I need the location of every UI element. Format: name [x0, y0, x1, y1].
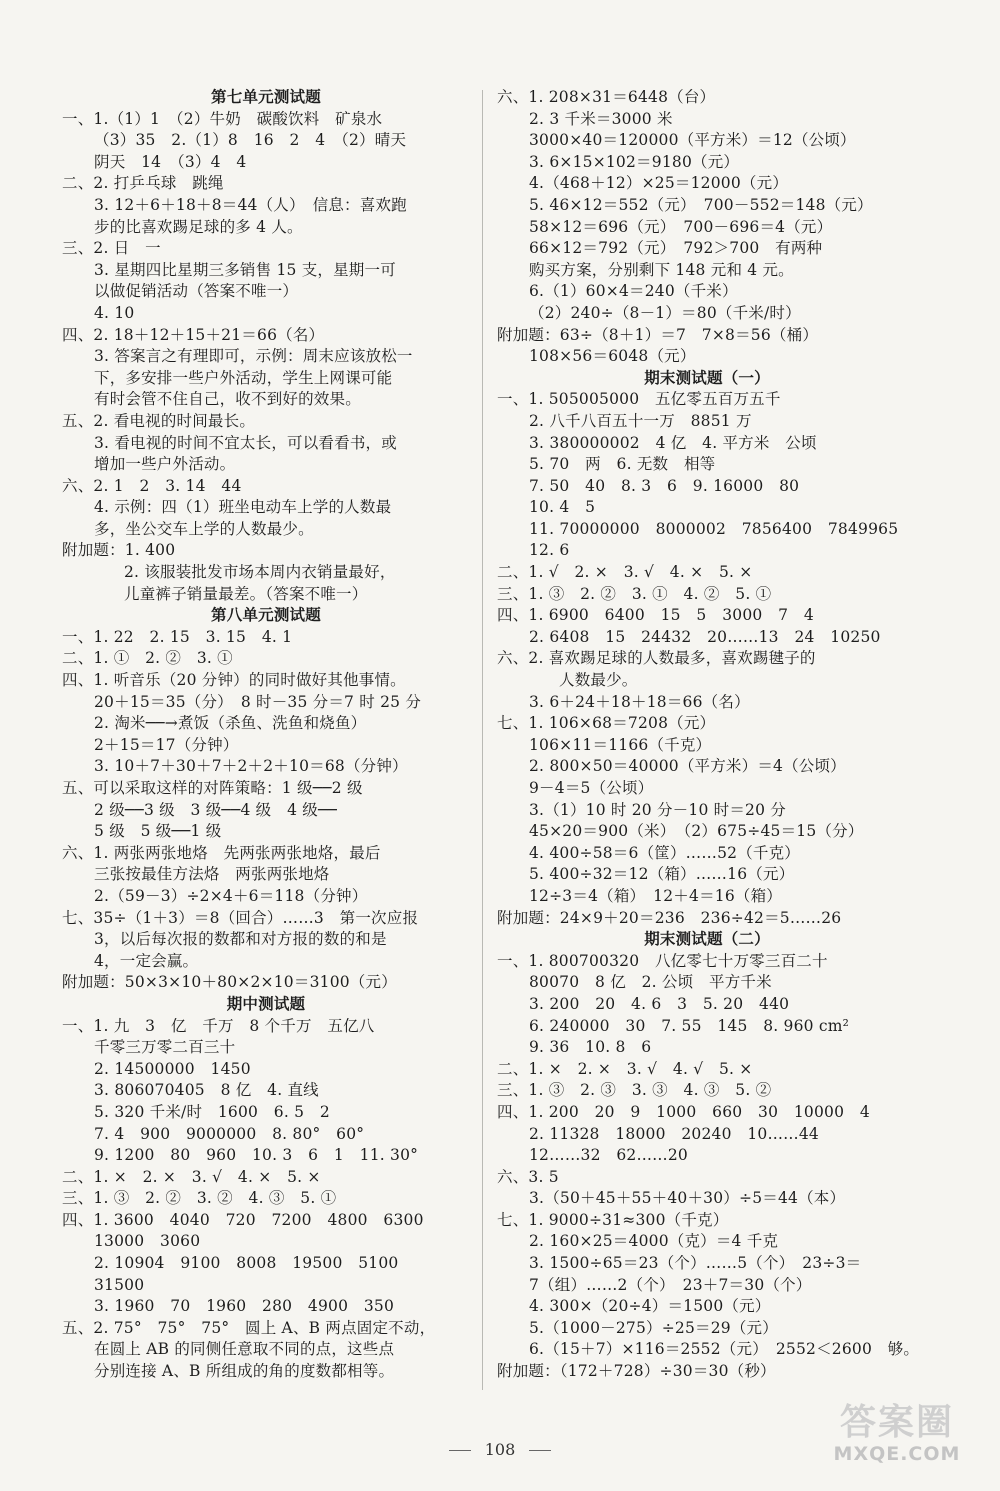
answer-line: 六、2. 喜欢踢足球的人数最多，喜欢踢毽子的: [497, 649, 816, 668]
answer-line: 3. 200 20 4. 6 3 5. 20 440: [529, 994, 790, 1013]
answer-line: 5 级 5 级──1 级: [94, 822, 222, 841]
answer-line: 80070 8 亿 2. 公顷 平方千米: [529, 973, 772, 992]
answer-line: 附加题：24×9＋20＝236 236÷42＝5……26: [497, 908, 842, 927]
answer-line: 4. 示例：四（1）班坐电动车上学的人数最: [94, 498, 392, 517]
column-divider: [482, 90, 483, 1390]
answer-line: 2. 八千八百五十一万 8851 万: [529, 411, 752, 430]
answer-line: 分别连接 A、B 所组成的角的度数都相等。: [94, 1362, 395, 1381]
answer-line: 7. 50 40 8. 3 6 9. 16000 80: [529, 476, 800, 495]
answer-line: 三、1. ③ 2. ② 3. ① 4. ② 5. ①: [497, 584, 772, 603]
answer-line: 以做促销活动（答案不唯一）: [94, 282, 299, 301]
answer-line: 2. 该服装批发市场本周内衣销量最好，: [124, 563, 396, 582]
answer-line: 66×12＝792（元） 792＞700 有两种: [529, 239, 823, 258]
answer-line: 二、1. √ 2. × 3. √ 4. × 5. ×: [497, 563, 753, 582]
answer-line: 一、1. 九 3 亿 千万 8 个千万 五亿八: [62, 1016, 375, 1035]
answer-line: 2 级──3 级 3 级──4 级 4 级──: [94, 800, 338, 819]
answer-line: 2. 11328 18000 20240 10……44: [529, 1124, 819, 1143]
answer-line: 5. 320 千米/时 1600 6. 5 2: [94, 1102, 330, 1121]
answer-line: 步的比喜欢踢足球的多 4 人。: [94, 217, 303, 236]
answer-line: 3. 1960 70 1960 280 4900 350: [94, 1297, 395, 1316]
answer-line: 4. 400÷58＝6（筐）……52（千克）: [529, 843, 800, 862]
answer-line: 3. 6＋24＋18＋18＝66（名）: [529, 692, 750, 711]
answer-line: 6.（1）60×4＝240（千米）: [529, 282, 738, 301]
answer-line: 五、2. 75° 75° 75° 圆上 A、B 两点固定不动，: [62, 1318, 436, 1337]
answer-line: 108×56＝6048（元）: [529, 347, 696, 366]
answer-line: 七、1. 106×68＝7208（元）: [497, 714, 716, 733]
section-title: 期中测试题: [226, 994, 306, 1013]
answer-line: 二、1. × 2. × 3. √ 4. × 5. ×: [62, 1167, 321, 1186]
section-title: 第七单元测试题: [211, 88, 321, 106]
answer-line: 3.（1）10 时 20 分－10 时＝20 分: [529, 800, 786, 819]
answer-line: 5. 70 两 6. 无数 相等: [529, 455, 716, 474]
answer-line: 3. 6×15×102＝9180（元）: [529, 152, 740, 171]
section-title: 期末测试题（二）: [644, 930, 770, 949]
page-number: 108: [484, 1440, 516, 1459]
answer-line: 10. 4 5: [529, 498, 596, 517]
answer-line: 5. 400÷32＝12（箱）……16（元）: [529, 865, 795, 884]
answer-line: 2.（59－3）÷2×4＋6＝118（分钟）: [94, 886, 368, 905]
answer-line: 3. 1500÷65＝23（个）……5（个） 23÷3＝: [529, 1254, 862, 1273]
answer-line: 七、1. 9000÷31≈300（千克）: [497, 1210, 729, 1229]
answer-line: 3000×40＝120000（平方米）＝12（公顷）: [529, 131, 856, 150]
answer-line: 在圆上 AB 的同侧任意取不同的点，这些点: [94, 1340, 395, 1359]
answer-line: 6. 240000 30 7. 55 145 8. 960 cm²: [529, 1016, 850, 1035]
answer-line: 附加题：（172＋728）÷30＝30（秒）: [497, 1362, 776, 1381]
section-title: 第八单元测试题: [211, 606, 321, 625]
answer-line: 附加题：50×3×10＋80×2×10＝3100（元）: [62, 973, 397, 992]
answer-line: 六、1. 208×31＝6448（台）: [497, 88, 716, 106]
answer-line: 45×20＝900（米） （2）675÷45＝15（分）: [529, 822, 864, 841]
answer-line: 三张按最佳方法烙 两张两张地烙: [94, 865, 330, 884]
answer-line: 3. 答案言之有理即可，示例：周末应该放松一: [94, 347, 413, 366]
answer-line: 二、1. ① 2. ② 3. ①: [62, 649, 233, 668]
answer-line: 4，一定会赢。: [94, 951, 199, 970]
answer-line: 7（组）……2（个） 23＋7＝30（个）: [529, 1275, 812, 1294]
answer-line: 增加一些户外活动。: [94, 455, 236, 474]
answer-line: （2）240÷（8－1）＝80（千米/时）: [529, 303, 801, 322]
answer-line: 2. 800×50＝40000（平方米）＝4（公顷）: [529, 757, 846, 776]
answer-line: 二、2. 打乒乓球 跳绳: [62, 174, 224, 193]
answer-line: 3. 看电视的时间不宜太长，可以看看书，或: [94, 433, 397, 452]
answer-line: 3.（50＋45＋55＋40＋30）÷5＝44（本）: [529, 1189, 846, 1208]
answer-line: 一、1. 505005000 五亿零五百万五千: [497, 390, 781, 409]
footer-dash-left: [449, 1450, 471, 1451]
answer-line: 12÷3＝4（箱） 12＋4＝16（箱）: [529, 886, 782, 905]
answer-line: 四、2. 18＋12＋15＋21＝66（名）: [62, 325, 325, 344]
answer-line: 5. 46×12＝552（元） 700－552＝148（元）: [529, 195, 873, 214]
watermark: [812, 1403, 982, 1483]
answer-line: 13000 3060: [94, 1232, 201, 1251]
answer-line: 下，多安排一些户外活动，学生上网课可能: [94, 368, 393, 387]
answer-line: 人数最少。: [559, 671, 638, 690]
answer-line: 3. 12＋6＋18＋8＝44（人） 信息：喜欢跑: [94, 195, 407, 214]
answer-line: 3，以后每次报的数都和对方报的数的和是: [94, 930, 387, 949]
answer-line: 四、1. 6900 6400 15 5 3000 7 4: [497, 606, 814, 625]
answer-line: 58×12＝696（元） 700－696＝4（元）: [529, 217, 833, 236]
answer-line: 31500: [94, 1275, 145, 1294]
answer-line: 三、1. ③ 2. ② 3. ② 4. ③ 5. ①: [62, 1189, 337, 1208]
answer-line: 2. 3 千米＝3000 米: [529, 109, 673, 128]
answer-line: 阴天 14 （3）4 4: [94, 152, 247, 171]
answer-line: 三、2. 日 一: [62, 239, 161, 258]
answer-line: 二、1. × 2. × 3. √ 4. √ 5. ×: [497, 1059, 753, 1078]
answer-line: 千零三万零二百三十: [94, 1038, 236, 1057]
answer-line: 三、1. ③ 2. ③ 3. ③ 4. ③ 5. ②: [497, 1081, 772, 1100]
watermark-url: MXQE.COM: [833, 1443, 961, 1465]
answer-line: 六、2. 1 2 3. 14 44: [62, 476, 242, 495]
answer-line: 4. 10: [94, 303, 135, 322]
answer-line: 3. 806070405 8 亿 4. 直线: [94, 1081, 319, 1100]
answer-line: 7. 4 900 9000000 8. 80° 60°: [94, 1124, 365, 1143]
answer-line: 一、1. 22 2. 15 3. 15 4. 1: [62, 627, 293, 646]
answer-line: 9－4＝5（公顷）: [529, 779, 654, 797]
answer-line: 3. 10＋7＋30＋7＋2＋2＋10＝68（分钟）: [94, 757, 408, 776]
answer-line: 2. 160×25＝4000（克）＝4 千克: [529, 1232, 779, 1251]
answer-line: 四、1. 200 20 9 1000 660 30 10000 4: [497, 1102, 870, 1121]
answer-line: 四、1. 听音乐（20 分钟）的同时做好其他事情。: [62, 671, 406, 690]
answer-line: 12……32 62……20: [529, 1146, 688, 1165]
section-title: 期末测试题（一）: [644, 368, 770, 387]
answer-line: 一、1. 800700320 八亿零七十万零三百二十: [497, 951, 828, 970]
answer-line: 一、1.（1）1 （2）牛奶 碳酸饮料 矿泉水: [62, 109, 383, 128]
answer-line: 附加题：63÷（8＋1）＝7 7×8＝56（桶）: [497, 325, 819, 344]
answer-line: （3）35 2.（1）8 16 2 4 （2）晴天: [94, 131, 407, 150]
answer-line: 3. 380000002 4 亿 4. 平方米 公顷: [529, 433, 817, 452]
answer-line: 9. 1200 80 960 10. 3 6 1 11. 30°: [94, 1146, 419, 1165]
answer-line: 9. 36 10. 8 6: [529, 1038, 652, 1057]
answer-line: 儿童裤子销量最差。（答案不唯一）: [124, 584, 368, 603]
answer-line: 20＋15＝35（分） 8 时－35 分＝7 时 25 分: [94, 692, 422, 711]
answer-line: 2. 10904 9100 8008 19500 5100: [94, 1254, 399, 1273]
answer-line: 六、3. 5: [497, 1167, 559, 1186]
answer-line: 购买方案，分别剩下 148 元和 4 元。: [529, 260, 794, 279]
answer-line: 五、2. 看电视的时间最长。: [62, 411, 256, 430]
footer-dash-right: [529, 1450, 551, 1451]
answer-line: 六、1. 两张两张地烙 先两张两张地烙，最后: [62, 843, 381, 862]
answer-line: 2＋15＝17（分钟）: [94, 735, 239, 754]
left-column: [62, 87, 470, 1383]
answer-line: 3. 星期四比星期三多销售 15 支，星期一可: [94, 260, 396, 279]
answer-line: 4.（468＋12）×25＝12000（元）: [529, 174, 789, 193]
answer-line: 四、1. 3600 4040 720 7200 4800 6300: [62, 1210, 424, 1229]
answer-line: 2. 6408 15 24432 20……13 24 10250: [529, 627, 881, 646]
answer-line: 4. 300×（20÷4）＝1500（元）: [529, 1297, 771, 1316]
answer-line: 12. 6: [529, 541, 570, 560]
answer-line: 附加题：1. 400: [62, 541, 176, 560]
answer-line: 6.（15＋7）×116＝2552（元） 2552＜2600 够。: [529, 1340, 920, 1359]
answer-line: 2. 14500000 1450: [94, 1059, 251, 1078]
right-column: [497, 87, 920, 1383]
answer-line: 106×11＝1166（千克）: [529, 735, 712, 754]
answer-line: 有时会管不住自己，收不到好的效果。: [94, 390, 361, 409]
answer-line: 2. 淘米──→煮饭（杀鱼、洗鱼和烧鱼）: [94, 714, 367, 733]
watermark-logo: 答案圈: [839, 1402, 954, 1443]
answer-line: 多，坐公交车上学的人数最少。: [94, 519, 314, 538]
answer-line: 七、35÷（1＋3）＝8（回合）……3 第一次应报: [62, 908, 419, 927]
answer-line: 11. 70000000 8000002 7856400 7849965: [529, 519, 899, 538]
answer-line: 5.（1000－275）÷25＝29（元）: [529, 1318, 778, 1337]
answer-line: 五、可以采取这样的对阵策略：1 级──2 级: [62, 779, 363, 797]
